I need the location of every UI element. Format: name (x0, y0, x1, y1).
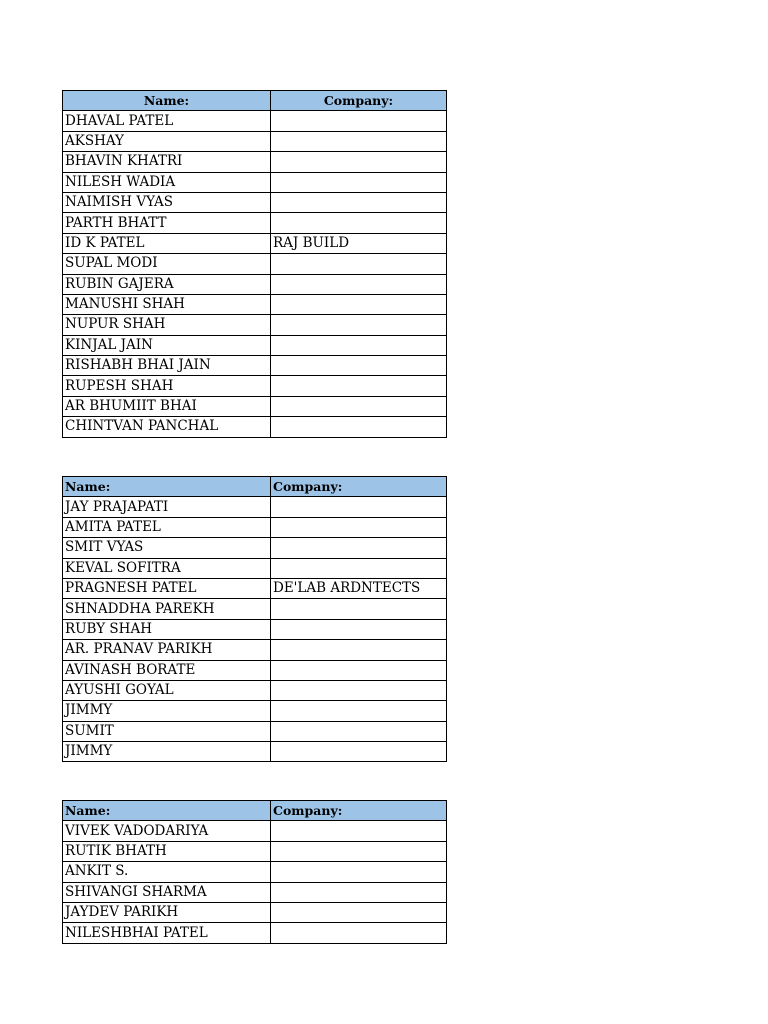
company-cell (271, 841, 447, 861)
table-row (63, 111, 447, 131)
company-cell (271, 172, 447, 192)
table-row (63, 497, 447, 517)
company-cell (271, 376, 447, 396)
table-row (63, 619, 447, 639)
name-cell: KINJAL JAIN (63, 335, 271, 355)
name-cell: SHNADDHA PAREKH (63, 599, 271, 619)
name-cell: JAY PRAJAPATI (63, 497, 271, 517)
name-cell: NUPUR SHAH (63, 315, 271, 335)
company-cell (271, 254, 447, 274)
name-column-header: Name: (63, 91, 271, 111)
company-cell (271, 294, 447, 314)
table-row (63, 274, 447, 294)
table-header-row (63, 477, 447, 497)
company-cell (271, 274, 447, 294)
name-cell: AR BHUMIIT BHAI (63, 396, 271, 416)
table-row (63, 254, 447, 274)
table-row (63, 599, 447, 619)
table-row (63, 862, 447, 882)
company-cell: RAJ BUILD (271, 233, 447, 253)
company-cell (271, 315, 447, 335)
name-cell: SUMIT (63, 721, 271, 741)
table-row (63, 821, 447, 841)
name-cell: DHAVAL PATEL (63, 111, 271, 131)
name-cell: AR. PRANAV PARIKH (63, 640, 271, 660)
company-cell (271, 356, 447, 376)
table-row (63, 721, 447, 741)
company-cell (271, 862, 447, 882)
name-cell: ANKIT S. (63, 862, 271, 882)
company-cell (271, 396, 447, 416)
company-cell (271, 192, 447, 212)
name-cell: AMITA PATEL (63, 517, 271, 537)
name-cell: AYUSHI GOYAL (63, 680, 271, 700)
table-row (63, 131, 447, 151)
name-cell: ID K PATEL (63, 233, 271, 253)
name-cell: PARTH BHATT (63, 213, 271, 233)
company-cell (271, 701, 447, 721)
company-cell (271, 660, 447, 680)
table-row (63, 233, 447, 253)
table-row (63, 640, 447, 660)
name-cell: AVINASH BORATE (63, 660, 271, 680)
table-row (63, 517, 447, 537)
company-cell (271, 152, 447, 172)
name-cell: SUPAL MODI (63, 254, 271, 274)
table-row (63, 376, 447, 396)
company-cell (271, 497, 447, 517)
company-cell (271, 742, 447, 762)
name-cell: JIMMY (63, 742, 271, 762)
table-row (63, 315, 447, 335)
table-row (63, 172, 447, 192)
name-cell: CHINTVAN PANCHAL (63, 417, 271, 437)
company-cell (271, 923, 447, 943)
name-cell: RUPESH SHAH (63, 376, 271, 396)
company-cell (271, 538, 447, 558)
table-row (63, 213, 447, 233)
name-cell: SMIT VYAS (63, 538, 271, 558)
attendee-table-2 (62, 476, 447, 762)
name-cell: NILESH WADIA (63, 172, 271, 192)
name-cell: JAYDEV PARIKH (63, 902, 271, 922)
table-row (63, 578, 447, 598)
name-column-header: Name: (63, 801, 271, 821)
name-cell: NAIMISH VYAS (63, 192, 271, 212)
table-row (63, 841, 447, 861)
company-column-header: Company: (271, 801, 447, 821)
table-row (63, 192, 447, 212)
table-row (63, 396, 447, 416)
name-cell: PRAGNESH PATEL (63, 578, 271, 598)
name-cell: SHIVANGI SHARMA (63, 882, 271, 902)
company-cell (271, 111, 447, 131)
table-row (63, 152, 447, 172)
company-cell (271, 640, 447, 660)
table-row (63, 417, 447, 437)
name-cell: RUBIN GAJERA (63, 274, 271, 294)
company-cell (271, 335, 447, 355)
table-header-row (63, 801, 447, 821)
company-cell (271, 558, 447, 578)
name-cell: AKSHAY (63, 131, 271, 151)
table-row (63, 680, 447, 700)
company-cell (271, 213, 447, 233)
name-cell: RUBY SHAH (63, 619, 271, 639)
table-row (63, 923, 447, 943)
company-cell (271, 417, 447, 437)
name-cell: VIVEK VADODARIYA (63, 821, 271, 841)
table-row (63, 335, 447, 355)
table-row (63, 660, 447, 680)
name-cell: MANUSHI SHAH (63, 294, 271, 314)
company-cell (271, 619, 447, 639)
table-row (63, 902, 447, 922)
company-cell (271, 721, 447, 741)
table-row (63, 356, 447, 376)
company-cell (271, 882, 447, 902)
name-cell: JIMMY (63, 701, 271, 721)
table-row (63, 701, 447, 721)
attendee-table-3 (62, 800, 447, 944)
table-row (63, 538, 447, 558)
name-cell: RISHABH BHAI JAIN (63, 356, 271, 376)
company-column-header: Company: (271, 91, 447, 111)
table-row (63, 294, 447, 314)
name-cell: NILESHBHAI PATEL (63, 923, 271, 943)
company-cell (271, 517, 447, 537)
company-cell (271, 821, 447, 841)
company-cell (271, 131, 447, 151)
table-row (63, 882, 447, 902)
table-header-row (63, 91, 447, 111)
name-cell: KEVAL SOFITRA (63, 558, 271, 578)
name-cell: RUTIK BHATH (63, 841, 271, 861)
company-column-header: Company: (271, 477, 447, 497)
name-column-header: Name: (63, 477, 271, 497)
company-cell (271, 599, 447, 619)
table-row (63, 558, 447, 578)
company-cell (271, 680, 447, 700)
name-cell: BHAVIN KHATRI (63, 152, 271, 172)
attendee-table-1 (62, 90, 447, 438)
company-cell (271, 902, 447, 922)
table-row (63, 742, 447, 762)
company-cell: DE'LAB ARDNTECTS (271, 578, 447, 598)
